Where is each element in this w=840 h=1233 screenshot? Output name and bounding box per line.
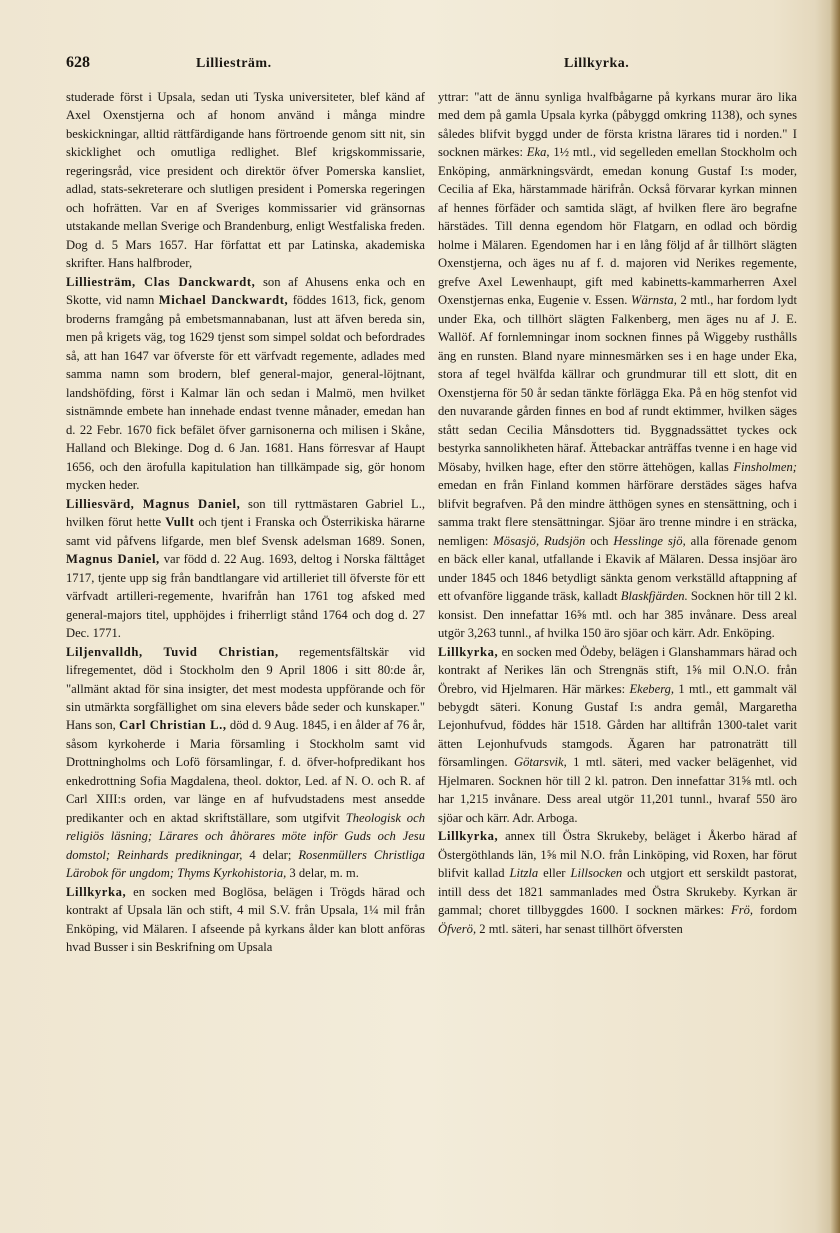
place-name: Hesslinge sjö,	[613, 533, 686, 548]
right-column	[438, 88, 797, 938]
book-titles: Theologisk och religiös läsning; Lärares och åhörares möte inför Guds och Jesu domstol; Reinhards predikningar,	[66, 810, 425, 862]
entry-text: och tjent i Franska och Österrikiska härarne samt vid påfvens lifgarde, men blef Svensk adelsman 1689. Sonen,	[66, 515, 425, 548]
entry-liljenvalldh	[66, 643, 425, 883]
paragraph-continued	[438, 88, 797, 643]
person-name: Carl Christian L.,	[119, 718, 227, 733]
entry-text: föddes 1613, fick, genom broderns framgång på embetsmannabanan, lust att äfven bereda sin, men på krigets väg, tog 1629 tjenst som simpel soldat och befordrades så, att han 1647 var öfverste för ett värfvadt regemente, adlades med samma namn som brodern, blef general-major, general-löjtnant, landshöfding, först i Kalmar län och sedan i Malmö, men hvilket sistnämnde embete han innehade endast tvenne månader, emedan han d. 22 Febr. 1670 fick befälet öfver garnisonerna och milisen i Skåne, Halland och Blekinge. Dog d. 6 Jan. 1681. Hans förresvar af Haupt 1656, och den ärofulla kapitulation han tillkämpade sig, gör honom mycken heder.	[66, 293, 425, 493]
paragraph-text: studerade först i Upsala, sedan uti Tyska universiteter, blef känd af Axel Oxenstjerna och af honom använd i många mindre beskickningar, alltid rättfärdigande hans förtroende genom sitt nit, sin skicklighet och omutliga redlighet. Blef krigskommissarie, regeringsråd, vice president och direktör öfver Pomerska kansliet, adlad, stats-sekreterare och slutligen president i Pomerska regeringen och hofrätten. Var en af Sveriges kommissarier vid gränsornas utstakande mellan Sverige och Brandenburg, enligt Westfaliska freden. Dog d. 5 Mars 1657. Har författat ett par Latinska, akademiska skrifter. Hans halfbroder,	[66, 90, 425, 271]
place-name: Frö,	[731, 903, 754, 918]
place-name: Öfverö,	[438, 921, 477, 936]
entry-text: Socknen hör till 2 kl. konsist. Den innefattar 16⅝ mtl. och har 385 invånare. Dess areal utgör 3,263 tunnl., af hvilka 150 äro sjöar och kärr. Adr. Enköping.	[438, 589, 798, 641]
running-head-right: Lillkyrka.	[564, 56, 630, 71]
entry-text: 3 delar, m. m.	[286, 866, 359, 881]
person-name: Michael Danckwardt,	[158, 293, 289, 308]
entry-headword: Lillkyrka,	[438, 644, 499, 659]
entry-text: död d. 9 Aug. 1845, i en ålder af 76 år, såsom kyrkoherde i Maria församling i Stockholm samt vid Drottningholms och Lofö församlingar, f. d. öfver-hofpredikant hos enkedrottning Sofia Magdalena, theol. doktor, Led. af N. O. och R. af Carl XIII:s orden, var länge en af hufvudstadens mest ansedde predikanter och en aktad skriftställare, som utgifvit	[66, 718, 426, 825]
entry-text: emedan en från Finland kommen härförare derstädes säges hafva blifvit begrafven. På den mindre ätthögen synes en stensättning, och i samma trakt flere stensättningar. Sjöar äro trenne mindre i en sträcka, nemligen:	[438, 478, 797, 548]
entry-headword: Lilliesvärd, Magnus Daniel,	[66, 496, 241, 511]
entry-headword: Lillkyrka,	[66, 884, 127, 899]
page-edge-shadow	[830, 0, 840, 1233]
entry-text: 4 delar;	[242, 847, 299, 862]
entry-lillkyrka-1	[66, 883, 425, 957]
place-name: Mösasjö, Rudsjön	[493, 533, 586, 548]
entry-text: och	[585, 533, 614, 548]
entry-text: son af Ahusens enka och en Skotte, vid namn	[66, 274, 425, 308]
left-column	[66, 88, 425, 957]
page-number: 628	[66, 54, 90, 71]
entry-lillkyrka-2	[438, 643, 797, 828]
entry-text: son till ryttmästaren Gabriel L., hvilken förut hette	[66, 496, 425, 530]
entry-text: yttrar: "att de ännu synliga hvalfbågarne på kyrkans murar äro lika med dem på gamla Upsala kyrka (påbyggd omkring 1138), och synes således blifvit byggd under de första kristna lärares tid i norden." I socknen märkes:	[438, 90, 797, 160]
entry-text: regementsfältskär vid lifregementet, död i Stockholm den 9 April 1806 i sitt 80:de år, "allmänt aktad för sina insigter, det mest modesta uppförande och för sin utmärkta sorgfällighet om sina elevers både seder och kunskaper." Hans son,	[66, 644, 425, 733]
place-name: Finsholmen;	[733, 459, 797, 474]
entry-lillkyrka-3	[438, 827, 797, 938]
page-header	[66, 54, 786, 78]
entry-lilliestrom	[66, 273, 425, 495]
running-head-left: Lilliesträm.	[196, 56, 272, 71]
place-name: Wärnsta,	[631, 293, 677, 308]
place-name: Litzla	[509, 866, 539, 881]
place-name: Eka,	[526, 145, 550, 160]
entry-headword: Lilliesträm, Clas Danckwardt,	[66, 274, 256, 289]
entry-text: 2 mtl., har fordom lydt under Eka, och tillhört slägten Falkenberg, men äges nu af J. E. Wallöf. Af fornlemningar inom socknen finnes på Wiggeby rusthålls äng en runsten. Bland nyare minnesmärken ses i en hage under Eka, stora af tegel hvälfda källrar och grundmurar till ett slott, dit en Oxenstjerna för 50 år sedan tänkte förlägga Eka. På en hög stenfot vid den nuvarande gården finnes en bod af rundt ektimmer, hvilken säges stått sedan Cecilia Månsdotters tid. Byggnadssättet tyckes ock bestyrka sannolikheten häraf. Ättebackar anträffas tvenne i en hage vid Mösaby, hvilken hage, efter den större ättehögen, kallas	[438, 293, 797, 474]
entry-lilliesvard	[66, 495, 425, 643]
entry-headword: Lillkyrka,	[438, 829, 499, 844]
entry-text: 1 mtl. säteri, med vacker belägenhet, vid Hjelmaren. Socknen hör till 2 kl. patron. Den innefattar 31⅝ mtl. och har 1,215 invånare. Dess areal utgör 11,201 tunnl., hvaraf 550 äro sjöar och kärr. Adr. Arboga.	[438, 755, 797, 825]
place-name: Blaskfjärden.	[620, 589, 688, 604]
entry-text: eller	[538, 866, 571, 881]
place-name: Götarsvik,	[513, 755, 567, 770]
entry-headword: Liljenvalldh, Tuvid Christian,	[66, 644, 279, 659]
person-name: Magnus Daniel,	[66, 552, 160, 567]
place-name: Ekeberg,	[629, 681, 675, 696]
entry-text: 1 mtl., ett gammalt väl bebygdt säteri. Konung Gustaf I:s andra gemål, Margaretha Lejonhufvud, föddes här 1518. Gården har alltifrån 1300-talet varit ätten Lejonhufvuds stamgods. Ägaren har patronaträtt till församlingen.	[438, 681, 797, 770]
entry-text: en socken med Ödeby, belägen i Glanshammars härad och kontrakt af Nerikes län och Strengnäs stift, 1⅝ mil O.N.O. från Örebro, vid Hjelmaren. Här märkes:	[438, 644, 797, 696]
place-name: Lillsocken	[570, 866, 623, 881]
entry-text: annex till Östra Skrukeby, beläget i Åkerbo härad af Östergöthlands län, 1⅝ mil N.O. från Linköping, vid Roxen, har förut blifvit kallad	[438, 829, 797, 881]
book-titles: Rosenmüllers Christliga Lärobok för ungdom; Thyms Kyrkohistoria,	[66, 847, 425, 881]
entry-text: en socken med Boglösa, belägen i Trögds härad och kontrakt af Upsala län och stift, 4 mil S.V. från Upsala, 1¼ mil från Enköping, vid Mälaren. I afseende på kyrkans ålder kan blott anföras hvad Busser i sin Beskrifning om Upsala	[66, 884, 425, 955]
entry-text: 2 mtl. säteri, har senast tillhört öfversten	[476, 921, 683, 936]
entry-text: och utgjort ett serskildt pastorat, intill dess det 1821 sammanlades med Östra Skrukeby. Kyrkan är gammal; choret tillbyggdes 1600. I socknen märkes:	[438, 866, 797, 918]
entry-text: 1½ mtl., vid segelleden emellan Stockholm och Enköping, anmärkningsvärdt, emedan konung Gustaf I:s moder, Cecilia af Eka, härstammade härifrån. Också förvarar kyrkan minnen af hennes förfäder och samtida slägt, af hvilken flere äro begrafne härstädes. Till denna egendom hör Flatgarn, en odlad och bördig holme i Mälaren. Egendomen har i en lång följd af år tillhört slägten Oxenstjerna, och äges nu af f. d. majoren vid Nerikes regemente, grefve Axel Lewenhaupt, gift med kabinetts-kammarherren Axel Oxenstjernas enka, Eugenie v. Essen.	[438, 145, 798, 308]
person-name: Vullt	[165, 515, 195, 530]
entry-text: var född d. 22 Aug. 1693, deltog i Norska fälttåget 1717, tjente upp sig från bandtlangare vid artilleriet till öfverste för ett värfvadt artilleri-regemente, hvarifrån han 1761 tog afsked med general-majors titel, upphöjdes i friherrligt stånd 1764 och dog d. 27 Dec. 1771.	[66, 552, 425, 641]
entry-text: alla förenade genom en bäck eller kanal, utfallande i Ekavik af Mälaren. Dessa insjöar äro under 1845 och 1846 betydligt sänkta genom verkställd aftappning af ett ofvanföre liggande träsk, kalladt	[438, 533, 798, 604]
paragraph-continued	[66, 88, 425, 273]
entry-text: fordom	[753, 903, 797, 918]
